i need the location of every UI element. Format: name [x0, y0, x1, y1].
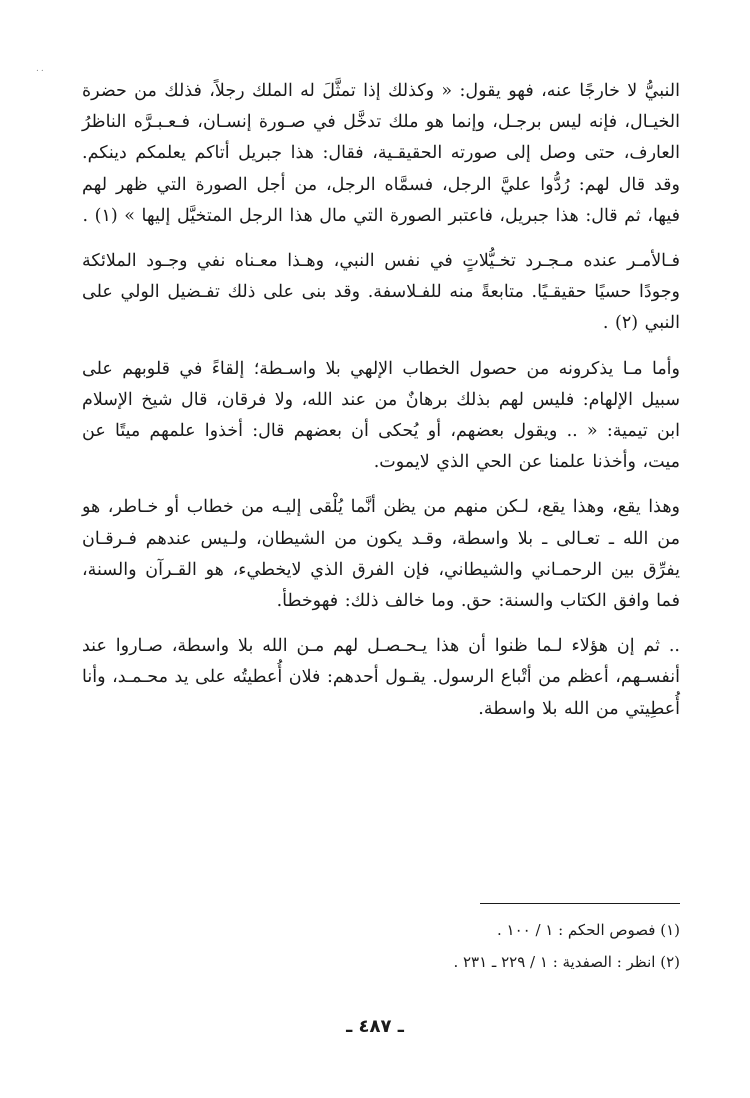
paragraph-2: فـالأمـر عنده مـجـرد تخـيُّلاتٍ في نفس النبي، وهـذا معـناه نفي وجـود الملائكة وجودًا حسيًا حقيقـيًا. متابعةً منه للفـلاسفة. وقد بنى على ذلك تفـضيل الولي على النبي (٢) .: [82, 251, 680, 334]
footnote-2: (٢) انظر : الصفدية : ١ / ٢٢٩ ـ ٢٣١ .: [453, 953, 680, 971]
paragraph-5: .. ثم إن هؤلاء لـما ظنوا أن هذا يـحـصـل لهم مـن الله بلا واسطة، صـاروا عند أنفسـهم، أعظم من أتْباع الرسول. يقـول أحدهم: فلان أُعطيتُه على يد محـمـد، وأنا أُعطِيتي من الله بلا واسطة.: [82, 636, 680, 719]
page-number: ـ ٤٨٧ ـ: [346, 1016, 404, 1037]
scan-marks: ..: [36, 64, 46, 74]
main-text: [82, 76, 680, 739]
footnotes: [82, 914, 680, 978]
footnote-separator: [480, 903, 680, 904]
paragraph-3: وأما مـا يذكرونه من حصول الخطاب الإلهي بلا واسـطة؛ إلقاءً في قلوبهم على سبيل الإلهام: فليس لهم بذلك برهانٌ من عند الله، ولا فرقان، قال شيخ الإسلام ابن تيمية: « .. ويقول بعضهم، أو يُحكى أن بعضهم قال: أخذوا علمهم ميتًا عن ميت، وأخذنا علمنا عن الحي الذي لايموت.: [82, 358, 680, 473]
paragraph-4: وهذا يقع، وهذا يقع، لـكن منهم من يظن أنَّما يُلْقى إليـه من خطاب أو خـاطر، هو من الله ـ تعـالى ـ بلا واسطة، وقـد يكون من الشيطان، ولـيس عندهم فـرقـان يفرِّق بين الرحمـاني والشيطاني، فإن الفرق الذي لايخطيء، هو القـرآن والسنة، فما وافق الكتاب والسنة: حق. وما خالف ذلك: فهوخطأ.: [82, 497, 680, 612]
footnote-1: (١) فصوص الحكم : ١ / ١٠٠ .: [496, 921, 680, 939]
paragraph-1: النبيُّ لا خارجًا عنه، فهو يقول: « وكذلك إذا تمثَّلَ له الملك رجلاً، فذلك من حضرة الخيـال، فإنه ليس برجـل، وإنما هو ملك تدخَّل في صـورة إنسـان، فـعـبـرَّه الناظرُ العارف، حتى وصل إلى صورته الحقيقـية، فقال: هذا جبريل أتاكم يعلمكم دينكم. وقد قال لهم: رُدُّوا عليَّ الرجل، فسمَّاه الرجل، من أجل الصورة التي ظهر لهم فيها، ثم قال: هذا جبريل، فاعتبر الصورة التي مال هذا الرجل المتخيَّل إليها » (١) .: [82, 81, 680, 226]
